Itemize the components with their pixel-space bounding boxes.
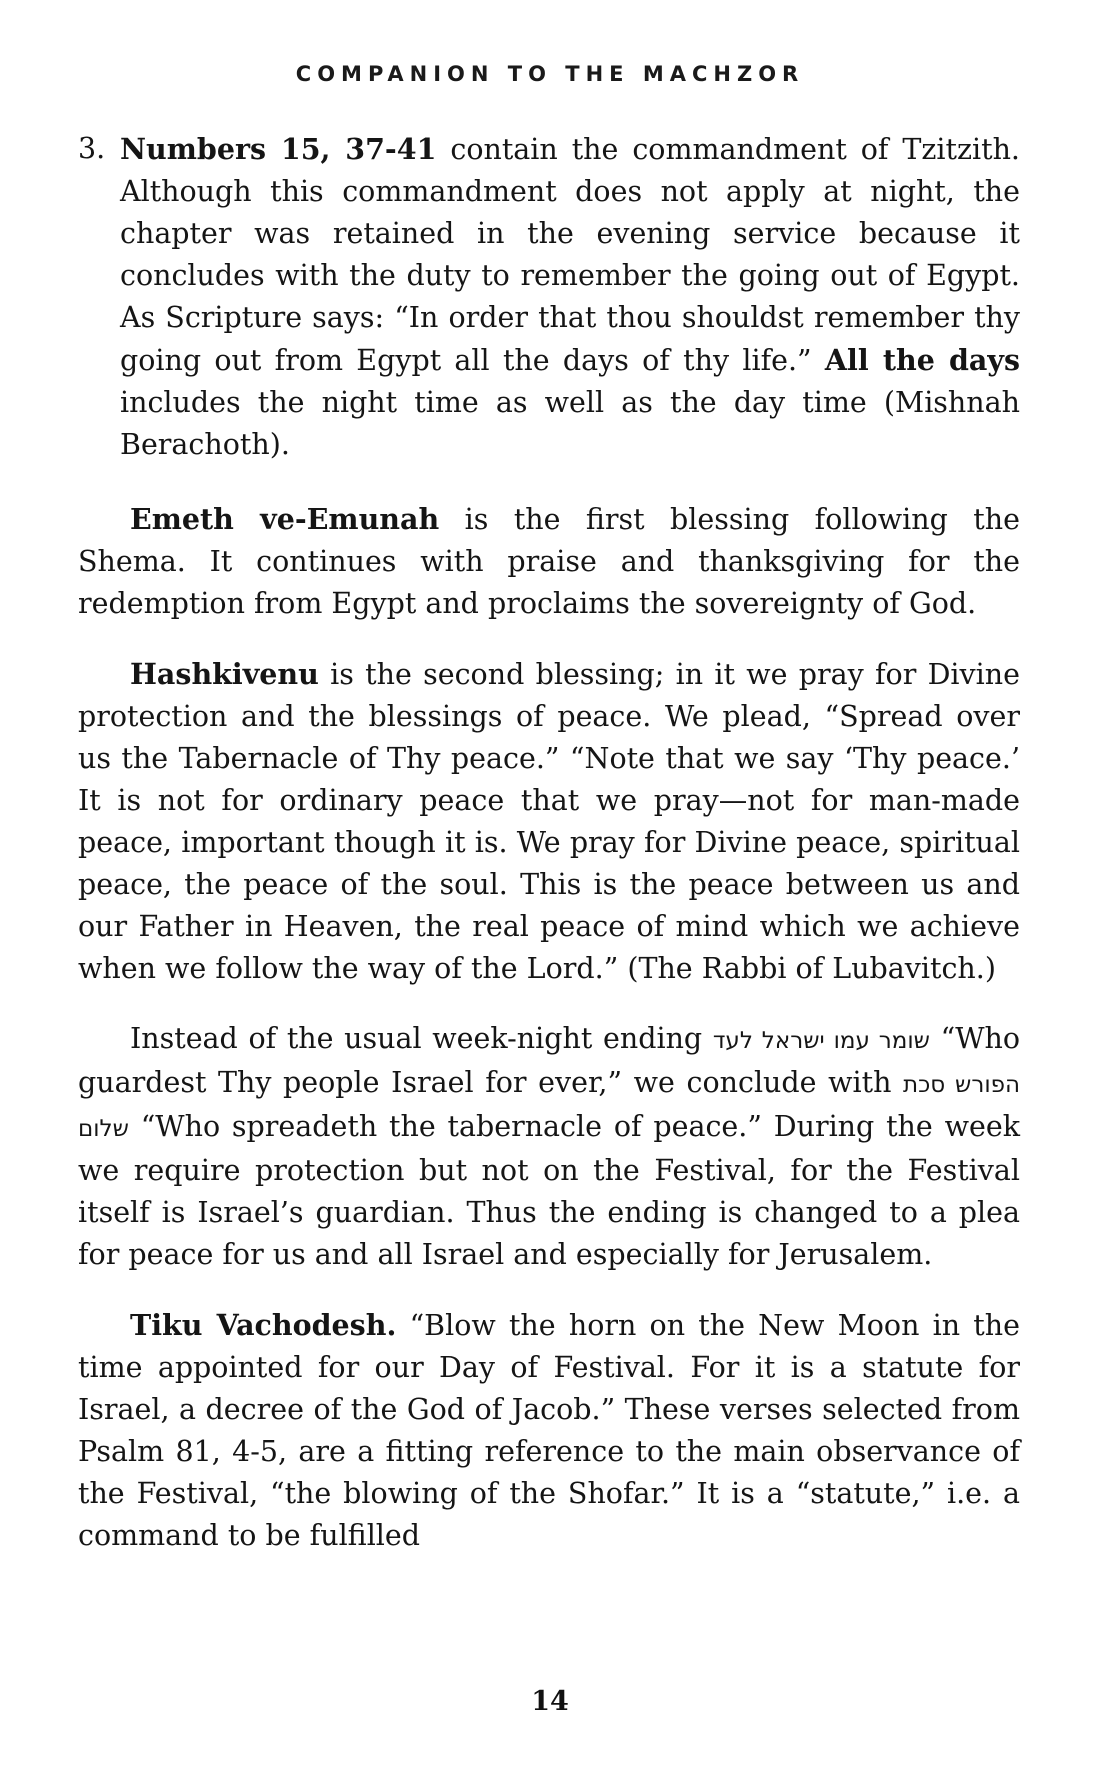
hebrew-festival-ending: הפורש סכת שלום (78, 1072, 1020, 1142)
hebrew-weeknight-ending: שומר עמו ישראל לעד (712, 1028, 930, 1054)
term-emeth-ve-emunah: Emeth ve-Emunah (130, 502, 440, 536)
scripture-reference: Numbers 15, 37-41 (120, 132, 437, 166)
ending-text-c: “Who spreadeth the tabernacle of peace.” During the week we require protection but not on the Festival, for the Festival itself is Israel’s guardian. Thus the ending is changed to a plea for peace for us and all Israel and especially for Jerusalem. (78, 1110, 1020, 1271)
paragraph-hashkivenu (78, 653, 1020, 990)
page-body (78, 128, 1020, 1557)
paragraph-item-3 (78, 128, 1020, 466)
paragraph-festival-ending (78, 1018, 1020, 1276)
ending-text-a: Instead of the usual week-night ending (130, 1022, 713, 1055)
page-number: 14 (531, 1686, 569, 1717)
ending-text-b: “Who guardest Thy people Israel for ever,” we conclude with (78, 1022, 1021, 1099)
term-tiku-vachodesh: Tiku Vachodesh. (130, 1308, 397, 1342)
item-3-text-b: includes the night time as well as the day time (Mishnah Berachoth). (120, 386, 1020, 461)
item-number: 3. (78, 132, 106, 165)
emphasis-all-the-days: All the days (824, 343, 1020, 377)
item-3-text-a: contain the commandment of Tzitzith. Although this commandment does not apply at night, the chapter was retained in the evening service because it concludes with the duty to remember the going out of Egypt. As Scripture says: “In order that thou shouldst remember thy going out from Egypt all the days of thy life.” (120, 133, 1020, 377)
paragraph-tiku-vachodesh (78, 1304, 1020, 1557)
paragraph-emeth-ve-emunah (78, 498, 1020, 625)
emeth-text: is the first blessing following the Shema. It continues with praise and thanksgiving for the redemption from Egypt and proclaims the sovereignty of God. (78, 503, 1020, 620)
hashkivenu-text: is the second blessing; in it we pray for Divine protection and the blessings of peace. We plead, “Spread over us the Tabernacle of Thy peace.” “Note that we say ‘Thy peace.’ It is not for ordinary peace that we pray—not for man-made peace, important though it is. We pray for Divine peace, spiritual peace, the peace of the soul. This is the peace between us and our Father in Heaven, the real peace of mind which we achieve when we follow the way of the Lord.” (The Rabbi of Lubavitch.) (78, 658, 1020, 985)
term-hashkivenu: Hashkivenu (130, 657, 319, 691)
tiku-text: “Blow the horn on the New Moon in the time appointed for our Day of Festival. For it is a statute for Israel, a decree of the God of Jacob.” These verses selected from Psalm 81, 4-5, are a fitting reference to the main observance of the Festival, “the blowing of the Shofar.” It is a “statute,” i.e. a command to be fulfilled (78, 1309, 1020, 1552)
running-head: COMPANION TO THE MACHZOR (295, 62, 805, 86)
